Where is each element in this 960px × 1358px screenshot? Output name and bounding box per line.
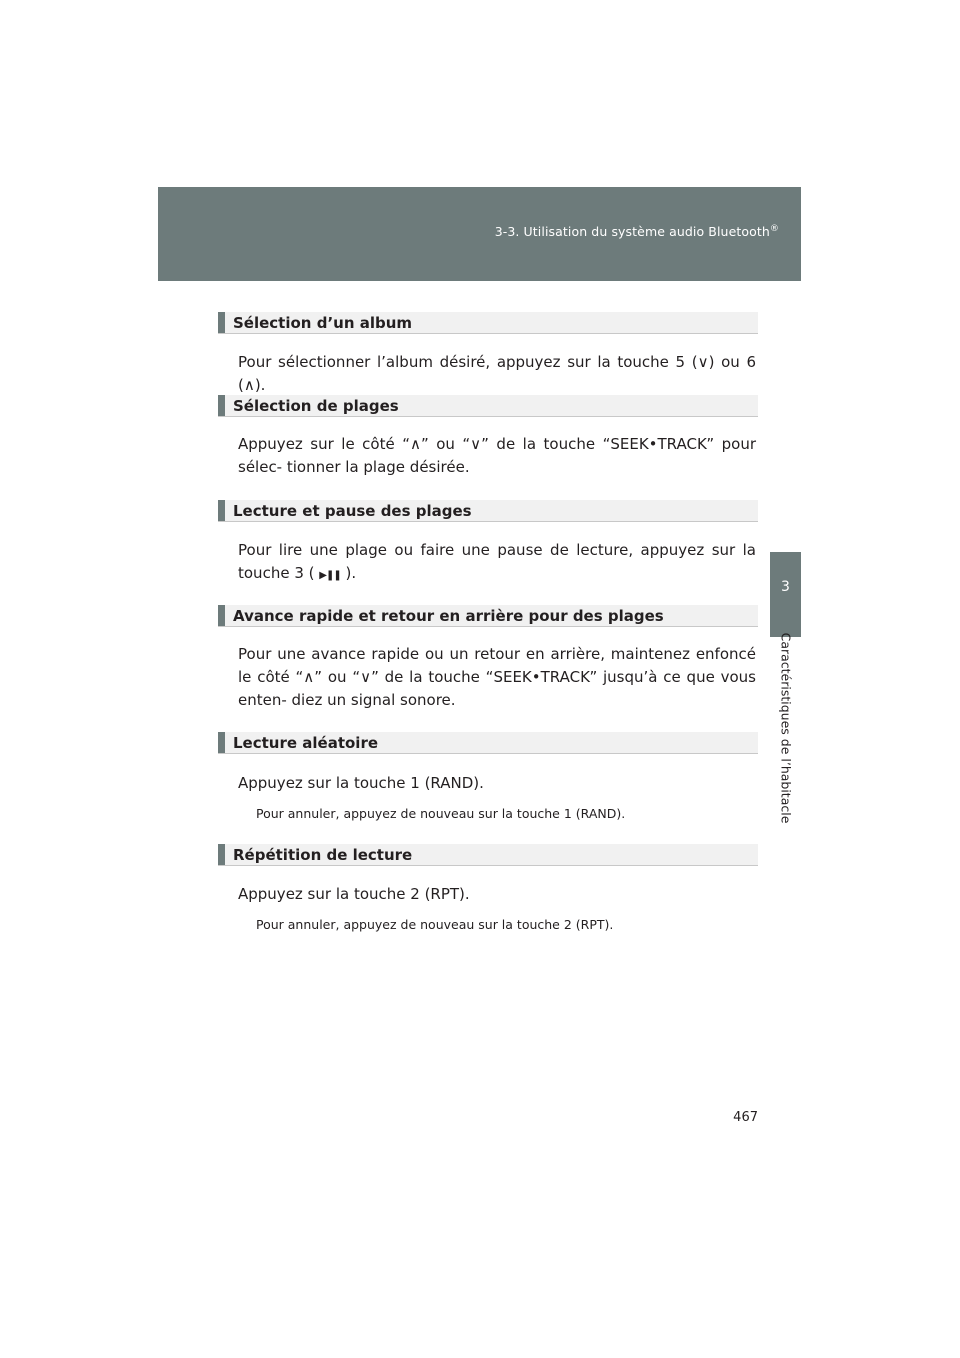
section-body: Pour sélectionner l’album désiré, appuyez sur la touche 5 (∨) ou 6 (∧). (238, 353, 756, 394)
section-title: Avance rapide et retour en arrière pour des plages (233, 607, 664, 625)
section-note: Pour annuler, appuyez de nouveau sur la touche 2 (RPT). (256, 917, 614, 932)
section-heading-fast-forward (218, 605, 758, 627)
section-heading-repeat (218, 844, 758, 866)
chapter-title-text: 3-3. Utilisation du système audio Bluetooth (494, 224, 770, 240)
section-body (238, 539, 756, 587)
chapter-title (495, 224, 779, 239)
section-title: Lecture aléatoire (233, 734, 379, 752)
registered-mark: ® (769, 224, 779, 234)
section-heading-album (218, 312, 758, 334)
section-title: Répétition de lecture (233, 846, 413, 864)
section-title: Sélection d’un album (233, 314, 413, 332)
chapter-tab-number: 3 (781, 579, 790, 595)
body-text-part: ). (345, 564, 357, 582)
section-note: Pour annuler, appuyez de nouveau sur la touche 1 (RAND). (256, 806, 626, 821)
chapter-tab (770, 552, 801, 637)
section-heading-random (218, 732, 758, 754)
section-body: Appuyez sur le côté “∧” ou “∨” de la touche “SEEK•TRACK” pour sélec- tionner la plage désirée. (238, 435, 756, 476)
header-band (158, 187, 801, 281)
page-number: 467 (733, 1110, 758, 1125)
section-body: Pour une avance rapide ou un retour en arrière, maintenez enfoncé le côté “∧” ou “∨” de la touche “SEEK•TRACK” jusqu’à ce que vous enten- diez un signal sonore. (238, 645, 756, 709)
body-text-part: Pour lire une plage ou faire une pause de lecture, appuyez sur la touche 3 ( (238, 541, 756, 582)
play-pause-icon: ▶❚❚ (319, 570, 341, 581)
section-body: Appuyez sur la touche 2 (RPT). (238, 885, 470, 903)
section-body: Appuyez sur la touche 1 (RAND). (238, 774, 484, 792)
chapter-tab-label: Caractéristiques de l’habitacle (778, 632, 794, 824)
section-heading-play-pause (218, 500, 758, 522)
section-title: Sélection de plages (233, 397, 399, 415)
section-title: Lecture et pause des plages (233, 502, 472, 520)
section-heading-tracks (218, 395, 758, 417)
